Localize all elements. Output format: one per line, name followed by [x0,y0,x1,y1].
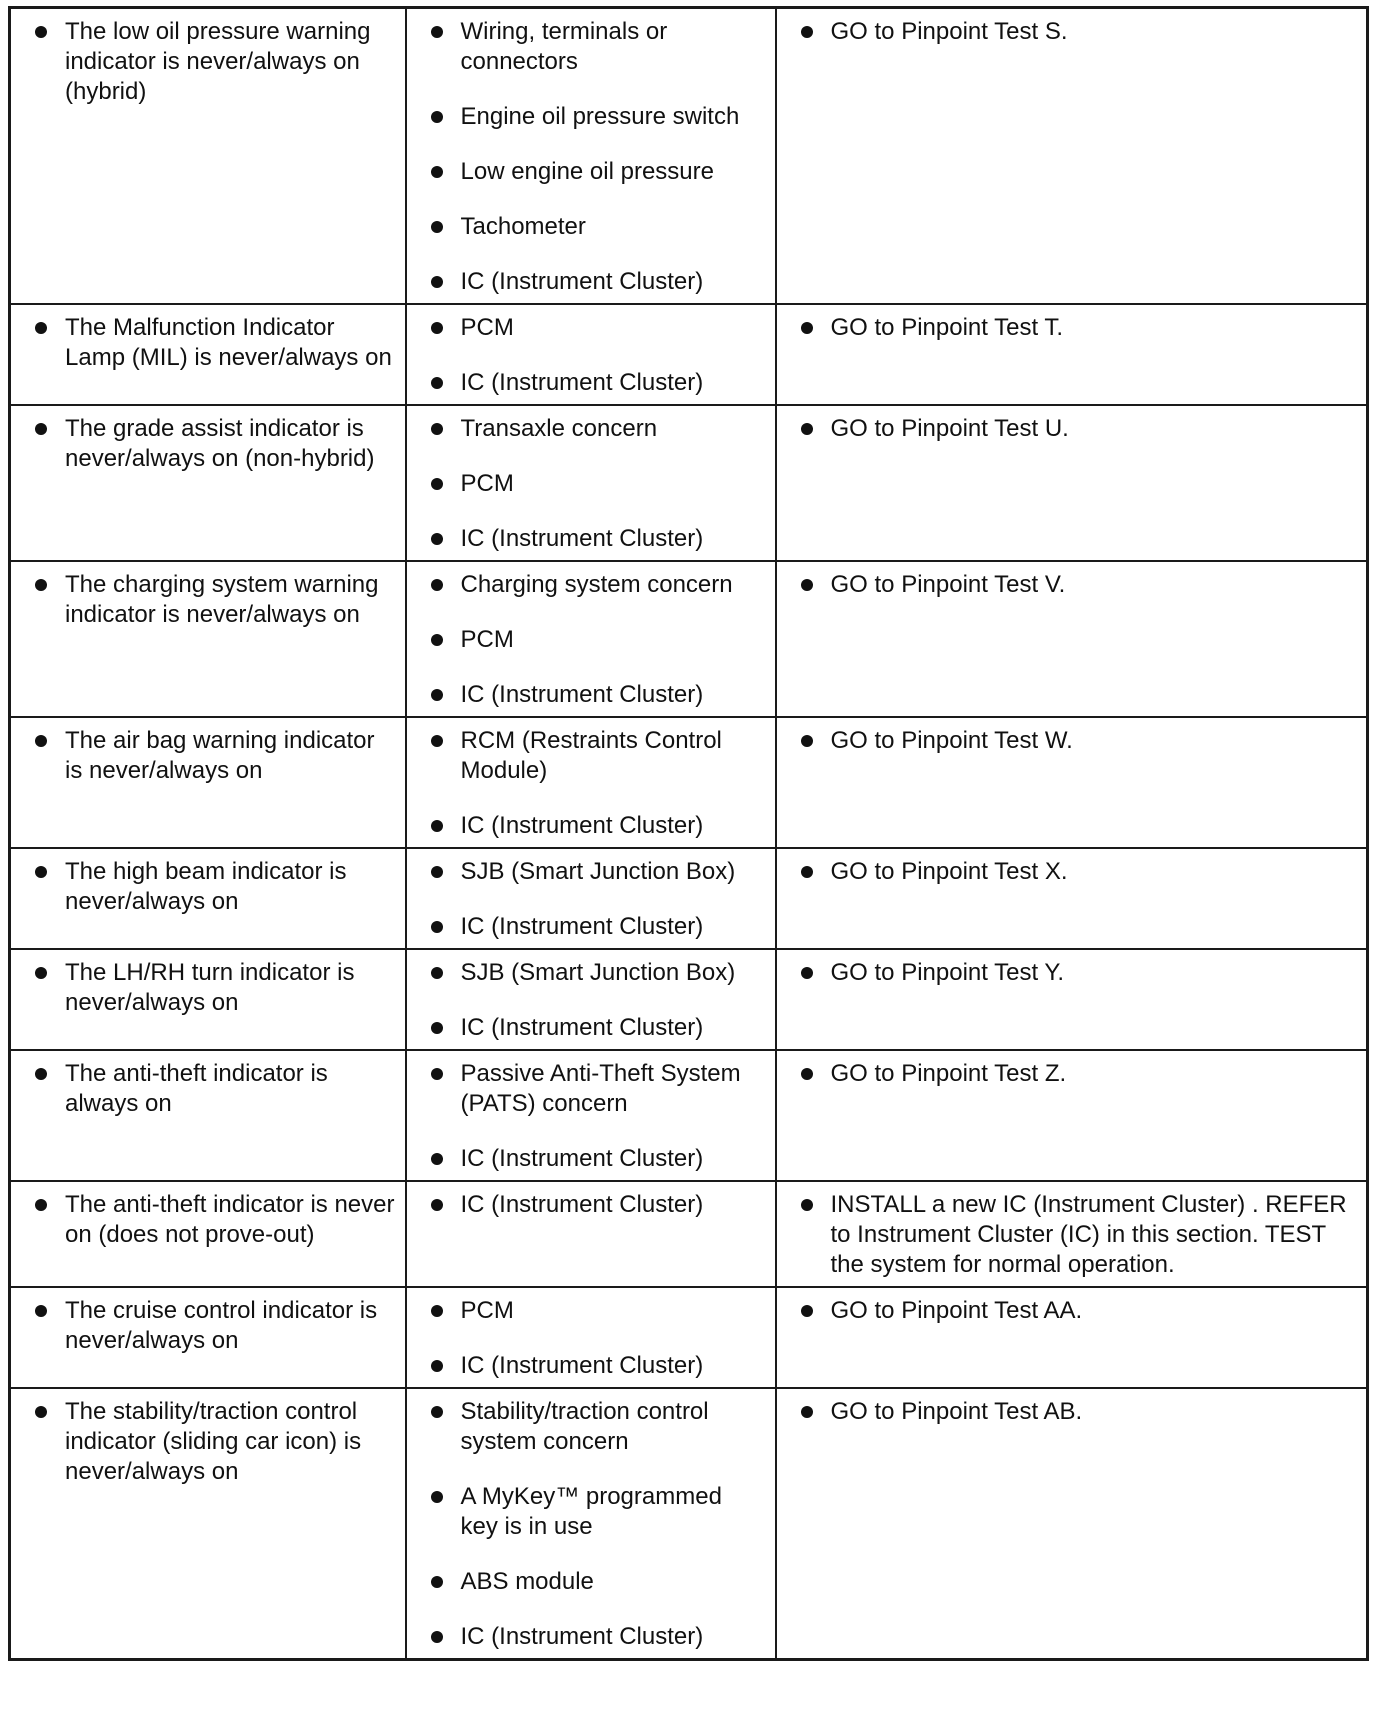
symptom-item [33,1296,395,1356]
bullet-icon [431,1068,443,1080]
bullet-icon [801,322,813,334]
action-item-text: GO to Pinpoint Test AA. [830,1297,1083,1324]
bullet-icon [35,322,47,334]
action-item-text: INSTALL a new IC (Instrument Cluster) . REFER to Instrument Cluster (IC) in this section. TEST the system for normal operation. [830,1191,1347,1278]
symptom-item [33,1059,395,1119]
action-item-text: GO to Pinpoint Test T. [830,314,1064,341]
bullet-icon [431,1406,443,1418]
possible-source-item-text: IC (Instrument Cluster) [460,812,704,839]
table-row [10,1181,1368,1287]
bullet-icon [35,1406,47,1418]
symptom-item-text: The Malfunction Indicator Lamp (MIL) is never/always on [65,314,392,371]
bullet-icon [431,166,443,178]
symptom-item-text: The charging system warning indicator is never/always on [65,571,379,628]
bullet-icon [35,1199,47,1211]
bullet-icon [35,26,47,38]
bullet-icon [431,111,443,123]
table-row [10,949,1368,1050]
possible-source-cell [406,304,776,405]
possible-source-item-text: A MyKey™ programmed key is in use [460,1483,722,1540]
possible-source-item [429,157,765,187]
bullet-icon [35,967,47,979]
bullet-icon [431,1022,443,1034]
possible-source-cell [406,1287,776,1388]
table-row [10,1287,1368,1388]
bullet-icon [801,423,813,435]
symptom-item [33,1397,395,1487]
action-item-text: GO to Pinpoint Test Y. [830,959,1064,986]
bullet-icon [431,1153,443,1165]
symptom-item-text: The high beam indicator is never/always on [65,858,347,915]
bullet-icon [431,533,443,545]
possible-source-item-text: ABS module [460,1568,594,1595]
possible-source-item [429,680,765,710]
symptom-cell [10,304,406,405]
bullet-icon [431,221,443,233]
possible-source-item [429,811,765,841]
possible-source-cell [406,949,776,1050]
bullet-icon [431,423,443,435]
action-item-text: GO to Pinpoint Test Z. [830,1060,1067,1087]
bullet-icon [431,1199,443,1211]
bullet-icon [431,689,443,701]
symptom-item [33,313,395,373]
table-row [10,717,1368,848]
bullet-icon [431,322,443,334]
symptom-item [33,958,395,1018]
bullet-icon [431,735,443,747]
symptom-cell [10,1181,406,1287]
bullet-icon [431,820,443,832]
symptom-cell [10,949,406,1050]
action-item [799,857,1357,887]
possible-source-cell [406,561,776,717]
possible-source-item-text: IC (Instrument Cluster) [460,369,704,396]
action-item [799,17,1357,47]
action-item [799,1397,1357,1427]
action-item-text: GO to Pinpoint Test S. [830,18,1068,45]
possible-source-cell [406,1181,776,1287]
table-row [10,561,1368,717]
possible-source-item-text: RCM (Restraints Control Module) [460,727,722,784]
action-item [799,726,1357,756]
bullet-icon [431,26,443,38]
bullet-icon [801,967,813,979]
possible-source-item [429,857,765,887]
possible-source-item [429,1351,765,1381]
action-cell [776,717,1368,848]
action-item [799,414,1357,444]
possible-source-cell [406,405,776,561]
possible-source-cell [406,848,776,949]
table-row [10,848,1368,949]
possible-source-item-text: SJB (Smart Junction Box) [460,959,736,986]
symptom-cell [10,405,406,561]
action-cell [776,1388,1368,1660]
bullet-icon [801,735,813,747]
table-row [10,8,1368,305]
bullet-icon [801,1406,813,1418]
possible-source-item [429,912,765,942]
action-item [799,570,1357,600]
bullet-icon [431,1360,443,1372]
table-row [10,405,1368,561]
bullet-icon [431,377,443,389]
symptom-chart-table [8,6,1369,1661]
bullet-icon [801,866,813,878]
symptom-item-text: The stability/traction control indicator (sliding car icon) is never/always on [65,1398,362,1485]
possible-source-item-text: IC (Instrument Cluster) [460,1145,704,1172]
symptom-cell [10,1388,406,1660]
possible-source-item-text: Wiring, terminals or connectors [460,18,668,75]
possible-source-item-text: PCM [460,470,514,497]
possible-source-item [429,1397,765,1457]
bullet-icon [431,1631,443,1643]
symptom-cell [10,717,406,848]
possible-source-item-text: Tachometer [460,213,586,240]
action-cell [776,848,1368,949]
bullet-icon [431,1491,443,1503]
possible-source-cell [406,1388,776,1660]
bullet-icon [801,1305,813,1317]
possible-source-item [429,1296,765,1326]
possible-source-item [429,958,765,988]
document-page [8,6,1366,1661]
action-item [799,958,1357,988]
bullet-icon [431,967,443,979]
possible-source-item [429,414,765,444]
possible-source-item [429,212,765,242]
possible-source-item-text: IC (Instrument Cluster) [460,525,704,552]
symptom-item-text: The anti-theft indicator is always on [65,1060,328,1117]
symptom-item [33,857,395,917]
table-row [10,1050,1368,1181]
action-item [799,313,1357,343]
possible-source-item-text: IC (Instrument Cluster) [460,1352,704,1379]
symptom-item-text: The LH/RH turn indicator is never/always on [65,959,355,1016]
action-cell [776,1050,1368,1181]
symptom-item [33,570,395,630]
possible-source-item [429,1622,765,1652]
bullet-icon [35,866,47,878]
possible-source-item [429,1013,765,1043]
bullet-icon [431,866,443,878]
possible-source-item [429,726,765,786]
possible-source-item [429,368,765,398]
possible-source-item [429,625,765,655]
possible-source-item [429,267,765,297]
possible-source-item-text: Stability/traction control system concern [460,1398,709,1455]
bullet-icon [431,478,443,490]
possible-source-item-text: Low engine oil pressure [460,158,714,185]
possible-source-item-text: PCM [460,314,514,341]
action-cell [776,8,1368,305]
possible-source-item-text: Passive Anti-Theft System (PATS) concern [460,1060,741,1117]
symptom-item-text: The grade assist indicator is never/always on (non-hybrid) [65,415,375,472]
bullet-icon [35,1068,47,1080]
symptom-item-text: The anti-theft indicator is never on (does not prove-out) [65,1191,395,1248]
possible-source-item-text: Engine oil pressure switch [460,103,740,130]
symptom-chart-body [10,8,1368,1660]
possible-source-item [429,1567,765,1597]
possible-source-item-text: IC (Instrument Cluster) [460,268,704,295]
action-item [799,1296,1357,1326]
symptom-item [33,414,395,474]
table-row [10,1388,1368,1660]
bullet-icon [801,26,813,38]
possible-source-item-text: SJB (Smart Junction Box) [460,858,736,885]
action-cell [776,304,1368,405]
table-row [10,304,1368,405]
bullet-icon [431,1576,443,1588]
action-item [799,1190,1357,1280]
possible-source-item [429,313,765,343]
symptom-cell [10,848,406,949]
bullet-icon [801,1068,813,1080]
possible-source-item [429,1144,765,1174]
possible-source-cell [406,717,776,848]
symptom-item [33,1190,395,1250]
symptom-cell [10,1050,406,1181]
possible-source-item-text: IC (Instrument Cluster) [460,1014,704,1041]
possible-source-item [429,524,765,554]
bullet-icon [35,423,47,435]
possible-source-item-text: Charging system concern [460,571,733,598]
possible-source-item-text: PCM [460,1297,514,1324]
bullet-icon [35,735,47,747]
possible-source-item-text: PCM [460,626,514,653]
symptom-item-text: The air bag warning indicator is never/always on [65,727,375,784]
possible-source-item-text: IC (Instrument Cluster) [460,681,704,708]
bullet-icon [35,1305,47,1317]
action-item-text: GO to Pinpoint Test AB. [830,1398,1083,1425]
possible-source-cell [406,8,776,305]
bullet-icon [431,1305,443,1317]
possible-source-item [429,469,765,499]
bullet-icon [801,579,813,591]
bullet-icon [431,921,443,933]
possible-source-cell [406,1050,776,1181]
symptom-cell [10,8,406,305]
possible-source-item-text: IC (Instrument Cluster) [460,913,704,940]
possible-source-item-text: IC (Instrument Cluster) [460,1623,704,1650]
symptom-item [33,726,395,786]
action-cell [776,1181,1368,1287]
symptom-item-text: The cruise control indicator is never/always on [65,1297,378,1354]
action-item-text: GO to Pinpoint Test V. [830,571,1066,598]
action-cell [776,949,1368,1050]
possible-source-item [429,570,765,600]
action-item-text: GO to Pinpoint Test W. [830,727,1073,754]
action-item-text: GO to Pinpoint Test X. [830,858,1068,885]
symptom-item-text: The low oil pressure warning indicator is never/always on (hybrid) [65,18,371,105]
possible-source-item-text: IC (Instrument Cluster) [460,1191,704,1218]
symptom-cell [10,1287,406,1388]
possible-source-item [429,1482,765,1542]
possible-source-item [429,1059,765,1119]
bullet-icon [801,1199,813,1211]
symptom-item [33,17,395,107]
bullet-icon [431,634,443,646]
action-item [799,1059,1357,1089]
bullet-icon [431,276,443,288]
possible-source-item-text: Transaxle concern [460,415,658,442]
action-cell [776,561,1368,717]
possible-source-item [429,17,765,77]
action-item-text: GO to Pinpoint Test U. [830,415,1069,442]
possible-source-item [429,102,765,132]
bullet-icon [431,579,443,591]
bullet-icon [35,579,47,591]
symptom-cell [10,561,406,717]
action-cell [776,1287,1368,1388]
action-cell [776,405,1368,561]
possible-source-item [429,1190,765,1220]
